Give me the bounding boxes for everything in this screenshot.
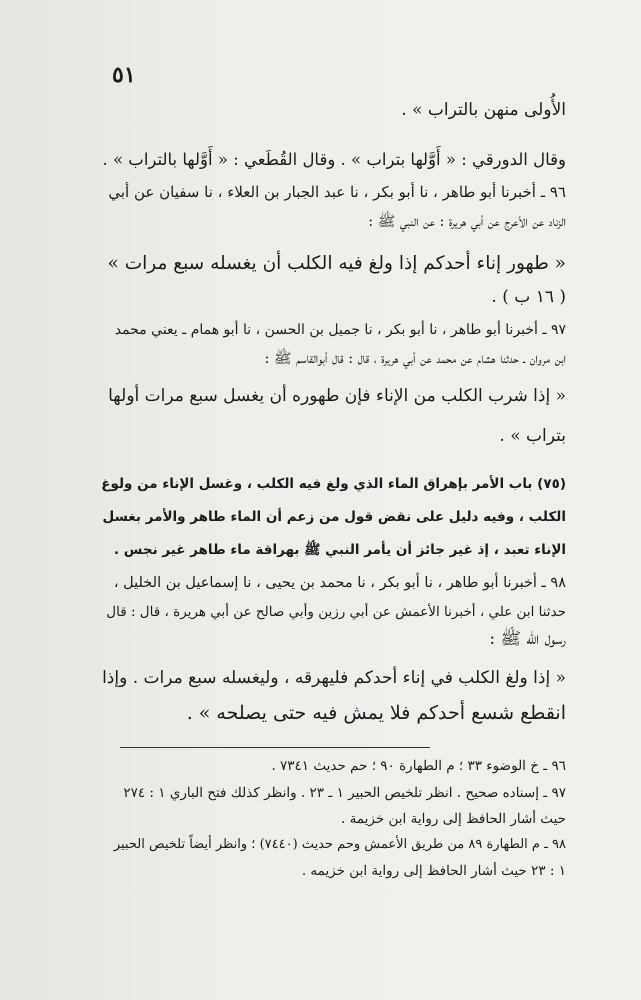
footnote-line: ٩٨ ـ م الطهارة ٨٩ من طريق الأعمش وحم حديث (٧٤٤٠) ؛ وانظر أيضاً تلخيص الحبير bbox=[113, 837, 566, 852]
footnote-line: ١ : ٢٣ حيث أشار الحافظ إلى رواية ابن خزيمه . bbox=[301, 863, 566, 879]
text-line: ( ١٦ ب ) . bbox=[491, 287, 566, 307]
text-line: بتراب » . bbox=[499, 426, 566, 446]
text-line: ابن مروان ـ حدثنا هشام عن محمد عن أبي هريرة ، قال : قال أبوالقاسم ﷺ : bbox=[264, 351, 566, 367]
text-line: ٩٨ ـ أخبرنا أبو طاهر ، نا أبو بكر ، نا محمد بن يحيى ، نا إسماعيل بن الخليل ، bbox=[113, 575, 566, 591]
hadith-text: « طهور إناء أحدكم إذا ولغ فيه الكلب أن يغسله سبع مرات » bbox=[107, 253, 566, 274]
text-line: الأُولى منهن بالتراب » . bbox=[401, 100, 566, 120]
footnote-divider bbox=[120, 747, 430, 748]
page-number: ٥١ bbox=[112, 62, 136, 88]
hadith-text: « إذا ولغ الكلب في إناء أحدكم فليهرقه ، وليغسله سبع مرات . وإذا bbox=[102, 668, 566, 688]
text-line: وقال الدورقي : « أَوَّلها بتراب » . وقال القُطَعي : « أَوَّلها بالتراب » . bbox=[102, 150, 566, 169]
text-line: رسول الله ﷺ : bbox=[489, 629, 566, 649]
text-line: حدثنا ابن علي ، أخبرنا الأعمش عن أبي رزين وأبي صالح عن أبي هريرة ، قال : قال bbox=[106, 604, 566, 620]
chapter-heading: الإناء تعبد ، إذ غير جائز أن يأمر النبي ﷺ بهراقة ماء طاهر غير نجس . bbox=[113, 542, 566, 558]
text-line: ٩٦ ـ أخبرنا أبو طاهر ، نا أبو بكر ، نا عبد الجبار بن العلاء ، نا سفيان عن أبي bbox=[108, 183, 566, 201]
hadith-text: انقطع شسع أحدكم فلا يمش فيه حتى يصلحه » . bbox=[186, 702, 566, 724]
footnote-line: ٩٧ ـ إسناده صحيح . انظر تلخيص الحبير ١ ـ ٢٣ . وانظر كذلك فتح الباري ١ : ٢٧٤ bbox=[123, 785, 566, 801]
text-line: الزناد عن الأعرج عن أبي هريرة : عن النبي ﷺ : bbox=[368, 214, 566, 230]
hadith-text: « إذا شرب الكلب من الإناء فإن طهوره أن يغسل سبع مرات أولها bbox=[108, 386, 566, 406]
text-line: ٩٧ ـ أخبرنا أبو طاهر ، نا أبو بكر ، نا جميل بن الحسن ، نا أبو همام ـ يعني محمد bbox=[114, 322, 566, 338]
chapter-heading: الكلب ، وفيه دليل على نقض قول من زعم أن الماء طاهر والأمر بغسل bbox=[102, 509, 566, 525]
footnote-line: ٩٦ ـ خ الوضوء ٣٣ ؛ م الطهارة ٩٠ ؛ حم حديث ٧٣٤١ . bbox=[271, 758, 566, 774]
chapter-heading: (٧٥) باب الأمر بإهراق الماء الذي ولغ فيه الكلب ، وغسل الإناء من ولوغ bbox=[101, 476, 566, 492]
footnote-line: حيث أشار الحافظ إلى رواية ابن خزيمة . bbox=[341, 811, 566, 827]
